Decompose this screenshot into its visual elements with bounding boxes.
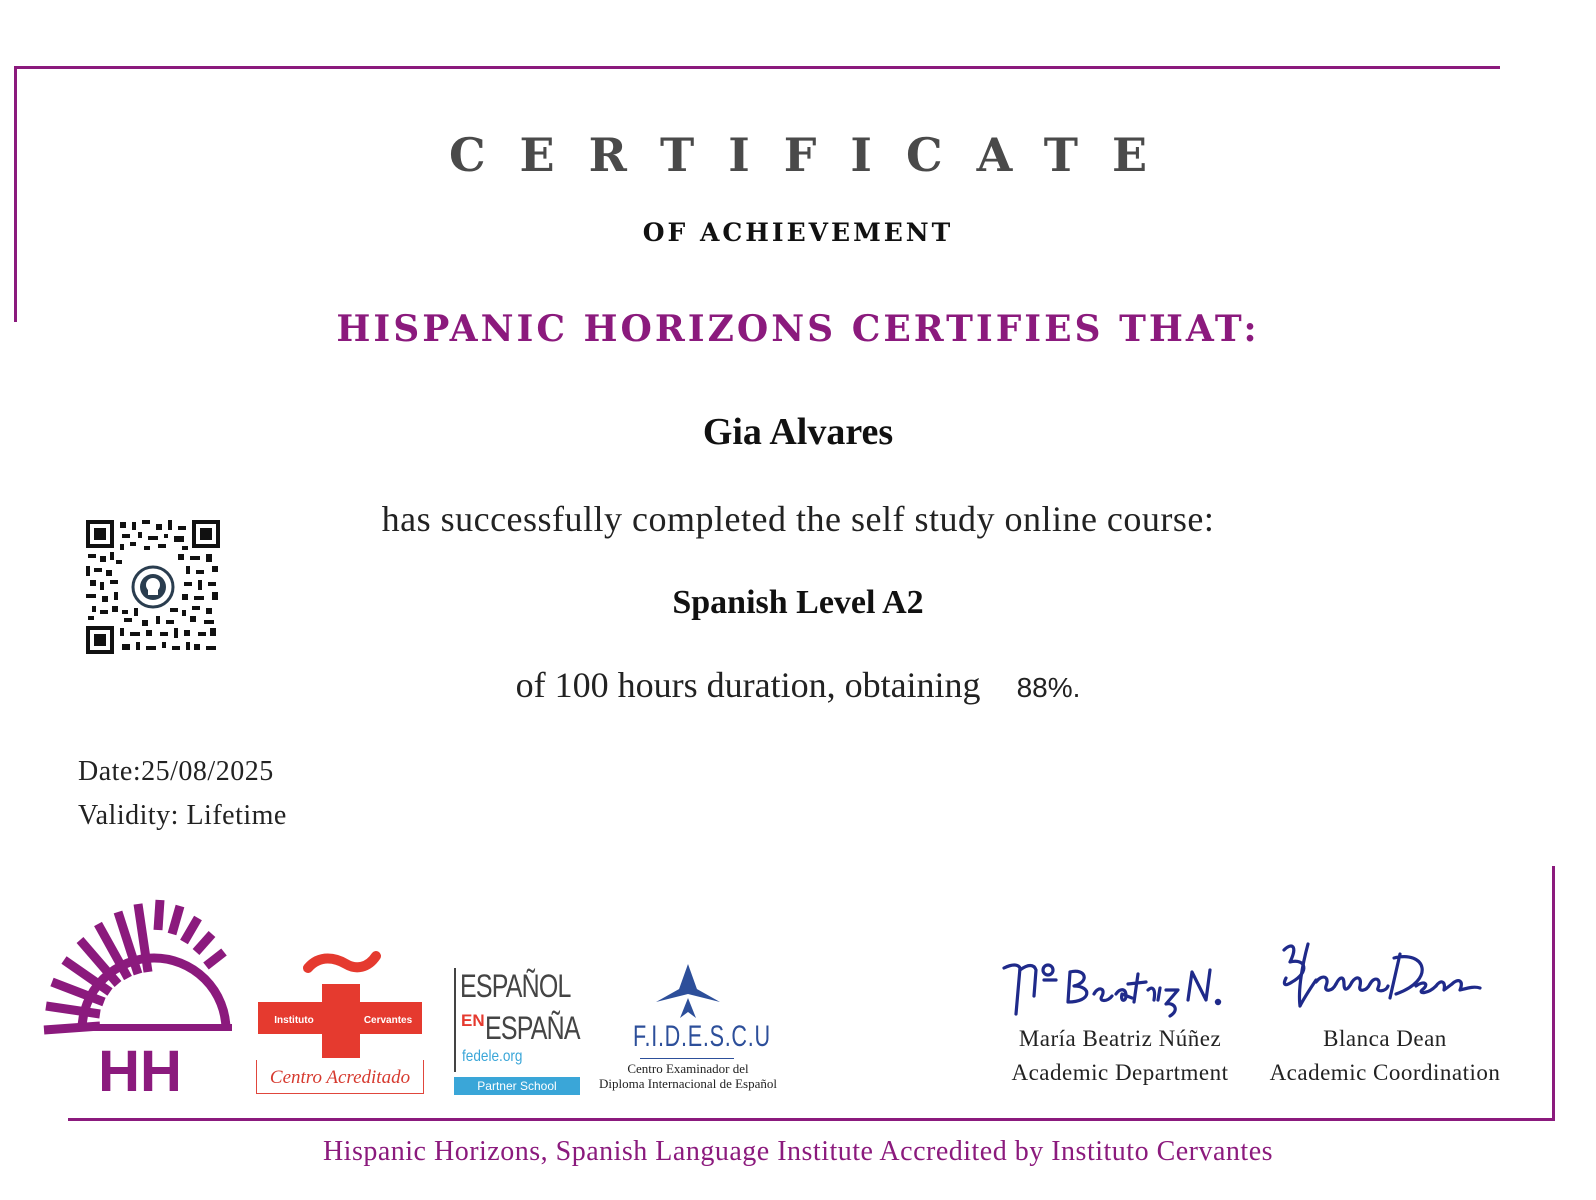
date-value: 25/08/2025 — [141, 756, 274, 787]
duration-statement — [0, 664, 1596, 706]
hh-logo-mark: HH — [98, 1039, 182, 1096]
centro-acreditado-label: Centro Acreditado — [256, 1060, 424, 1094]
fidescu-underline — [640, 1058, 734, 1059]
cervantes-right-text: Cervantes — [363, 1015, 413, 1026]
hispanic-horizons-logo — [40, 890, 240, 1096]
espanol-logo-line1: ESPAÑOL — [460, 968, 571, 1004]
espanol-logo-en: EN — [461, 1011, 485, 1030]
course-name: Spanish Level A2 — [672, 584, 924, 621]
frame-top-line — [14, 66, 1500, 69]
signature-block-2 — [1250, 1026, 1520, 1086]
date-label: Date: — [78, 756, 142, 787]
frame-left-line — [14, 66, 17, 322]
fidescu-caption-2: Diploma Internacional de Español — [599, 1076, 777, 1091]
completion-statement: has successfully completed the self study online course: — [381, 499, 1215, 539]
duration-text: of 100 hours duration, obtaining — [515, 665, 981, 705]
signature-maria-beatriz — [998, 950, 1228, 1022]
fidescu-name: F.I.D.E.S.C.U — [633, 1020, 771, 1053]
cervantes-left-text: Instituto — [274, 1015, 314, 1026]
espanol-logo-bar — [454, 968, 456, 1072]
fidescu-caption-1: Centro Examinador del — [627, 1061, 749, 1076]
frame-right-line — [1552, 866, 1555, 1120]
signature-blanca-dean — [1276, 936, 1486, 1016]
validity-value: Lifetime — [186, 800, 287, 831]
espanol-logo-website: fedele.org — [462, 1048, 523, 1065]
score-value: 88%. — [1016, 672, 1081, 703]
certifies-heading: HISPANIC HORIZONS CERTIFIES THAT: — [336, 308, 1260, 350]
instituto-cervantes-logo — [258, 948, 424, 1060]
recipient-name: Gia Alvares — [702, 411, 894, 453]
footer-accreditation: Hispanic Horizons, Spanish Language Institute Accredited by Instituto Cervantes — [322, 1136, 1274, 1167]
signatory-name: Blanca Dean — [1323, 1026, 1447, 1051]
date-line — [78, 756, 274, 788]
validity-label: Validity: — [78, 800, 179, 831]
signatory-name: María Beatriz Núñez — [1018, 1026, 1222, 1051]
signatory-role: Academic Coordination — [1269, 1060, 1501, 1085]
certificate-subtitle: OF ACHIEVEMENT — [642, 218, 954, 247]
frame-bottom-line — [68, 1118, 1555, 1121]
qr-code-icon — [86, 520, 220, 654]
fidescu-plane-icon — [656, 964, 720, 1020]
espanol-logo-line2: ESPAÑA — [485, 1010, 580, 1046]
validity-line — [78, 800, 287, 832]
signatory-role: Academic Department — [1011, 1060, 1229, 1085]
partner-school-badge: Partner School — [454, 1077, 580, 1095]
certificate-title: CERTIFICATE — [448, 128, 1182, 182]
signature-block-1 — [985, 1026, 1255, 1086]
